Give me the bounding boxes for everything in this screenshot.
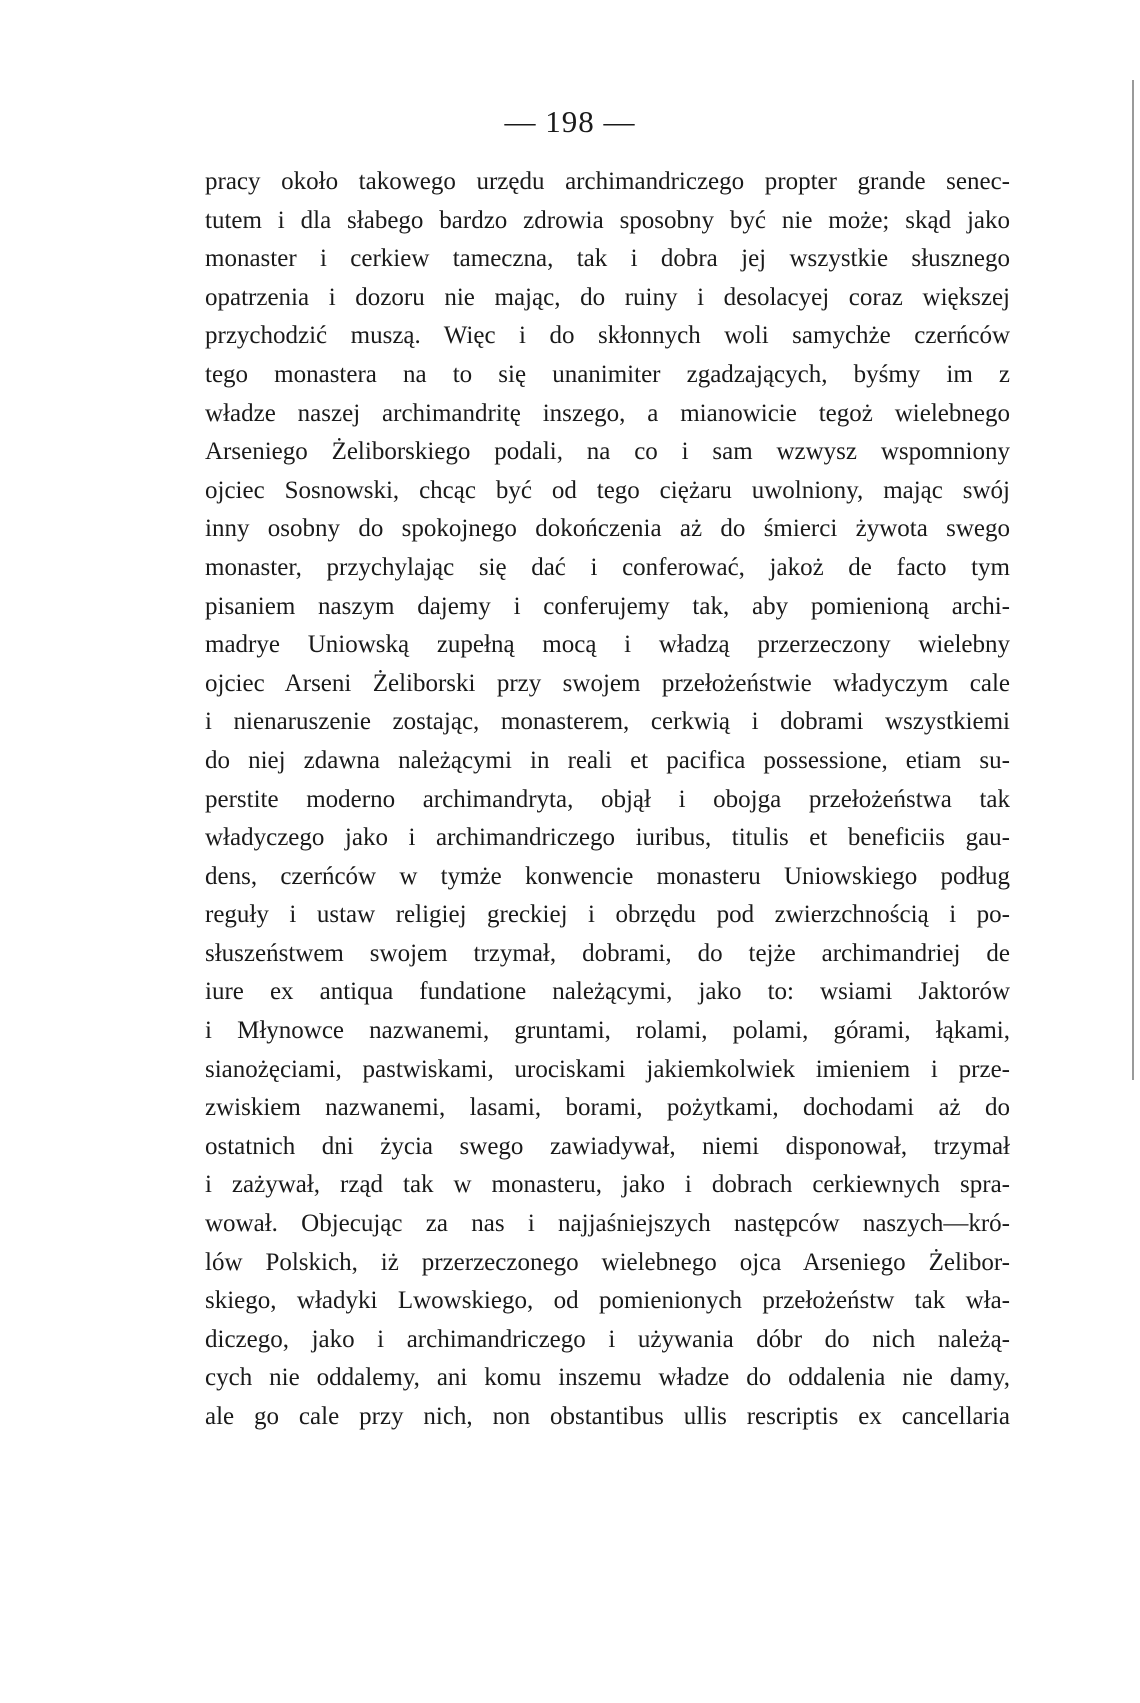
text-line: perstite moderno archimandryta, objął i obojga przełożeństwa tak xyxy=(205,785,1010,813)
text-line: tego monastera na to się unanimiter zgadzających, byśmy im z xyxy=(205,360,1010,388)
text-line: tutem i dla słabego bardzo zdrowia sposobny być nie może; skąd jako xyxy=(205,206,1010,234)
text-line: reguły i ustaw religiej greckiej i obrzędu pod zwierzchnością i po- xyxy=(205,901,1010,929)
text-line: pracy około takowego urzędu archimandriczego propter grande senec- xyxy=(205,168,1010,195)
text-line: lów Polskich, iż przerzeczonego wielebnego ojca Arseniego Żelibor- xyxy=(205,1248,1010,1276)
text-line: słuszeństwem swojem trzymał, dobrami, do tejże archimandriej de xyxy=(205,939,1010,967)
text-line: sianożęciami, pastwiskami, urociskami jakiemkolwiek imieniem i prze- xyxy=(205,1055,1010,1083)
text-line: dens, czerńców w tymże konwencie monasteru Uniowskiego podług xyxy=(205,862,1010,890)
page-edge-shadow xyxy=(1132,80,1134,1080)
text-line: diczego, jako i archimandriczego i używania dóbr do nich należą- xyxy=(205,1325,1010,1353)
text-line: ojciec Arseni Żeliborski przy swojem przełożeństwie władyczym cale xyxy=(205,669,1010,697)
text-line: wował. Objecując za nas i najjaśniejszych następców naszych—kró- xyxy=(205,1210,1010,1238)
body-text xyxy=(205,163,1010,1437)
text-line: inny osobny do spokojnego dokończenia aż do śmierci żywota swego xyxy=(205,515,1010,543)
text-line: madrye Uniowską zupełną mocą i władzą przerzeczony wielebny xyxy=(205,631,1010,659)
text-line: pisaniem naszym dajemy i conferujemy tak, aby pomienioną archi- xyxy=(205,592,1010,620)
text-line: do niej zdawna należącymi in reali et pacifica possessione, etiam su- xyxy=(205,746,1010,774)
text-line: i nienaruszenie zostając, monasterem, cerkwią i dobrami wszystkiemi xyxy=(205,708,1010,736)
text-line: ostatnich dni życia swego zawiadywał, niemi disponował, trzymał xyxy=(205,1132,1010,1160)
text-line: cych nie oddalemy, ani komu inszemu władze do oddalenia nie damy, xyxy=(205,1364,1010,1392)
text-line: ojciec Sosnowski, chcąc być od tego ciężaru uwolniony, mając swój xyxy=(205,476,1010,504)
text-line: i zażywał, rząd tak w monasteru, jako i dobrach cerkiewnych spra- xyxy=(205,1171,1010,1199)
text-line: Arseniego Żeliborskiego podali, na co i sam wzwysz wspomniony xyxy=(205,438,1010,466)
text-line: monaster i cerkiew tameczna, tak i dobra jej wszystkie słusznego xyxy=(205,245,1010,273)
text-line: skiego, władyki Lwowskiego, od pomienionych przełożeństw tak wła- xyxy=(205,1287,1010,1315)
text-line: iure ex antiqua fundatione należącymi, jako to: wsiami Jaktorów xyxy=(205,978,1010,1006)
text-line: ale go cale przy nich, non obstantibus ullis rescriptis ex cancellaria xyxy=(205,1403,1010,1430)
text-line: władze naszej archimandritę inszego, a mianowicie tegoż wielebnego xyxy=(205,399,1010,427)
text-line: zwiskiem nazwanemi, lasami, borami, pożytkami, dochodami aż do xyxy=(205,1094,1010,1122)
text-line: władyczego jako i archimandriczego iuribus, titulis et beneficiis gau- xyxy=(205,824,1010,852)
text-line: opatrzenia i dozoru nie mając, do ruiny i desolacyej coraz większej xyxy=(205,283,1010,311)
text-line: i Młynowce nazwanemi, gruntami, rolami, polami, górami, łąkami, xyxy=(205,1017,1010,1045)
text-line: monaster, przychylając się dać i conferować, jakoż de facto tym xyxy=(205,553,1010,581)
text-line: przychodzić muszą. Więc i do skłonnych woli samychże czerńców xyxy=(205,322,1010,350)
page-number: — 198 — xyxy=(504,104,636,139)
